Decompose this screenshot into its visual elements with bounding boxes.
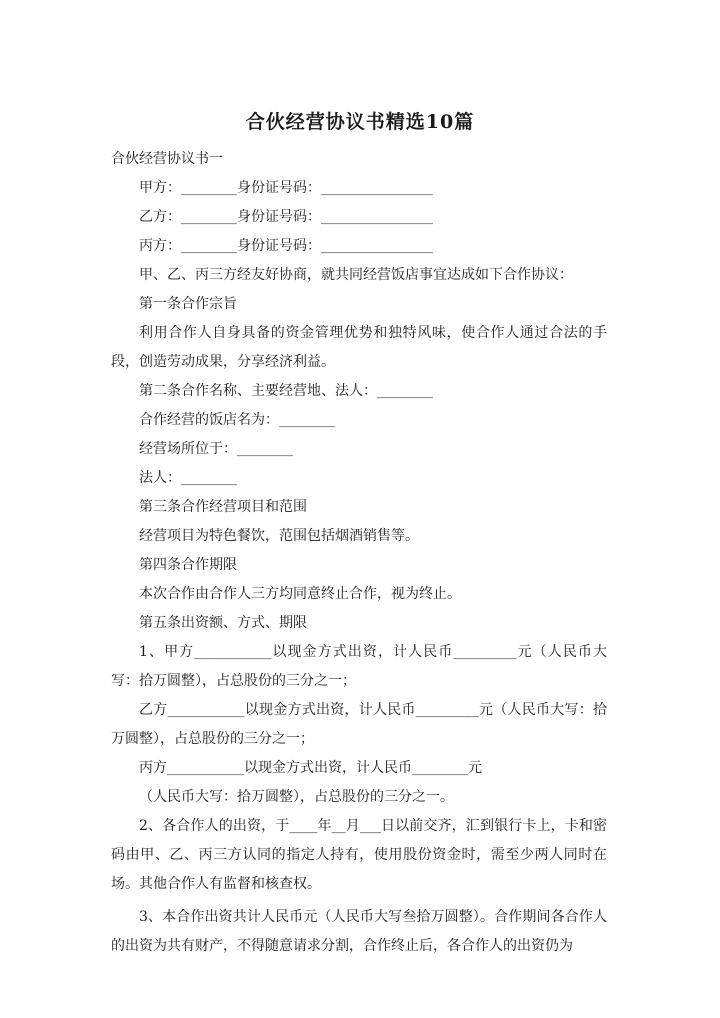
document-title: 合伙经营协议书精选10篇 xyxy=(245,111,475,133)
article5-item1: 1、甲方___________以现金方式出资，计人民币_________元（人民币大写：拾万圆整），占总股份的三分之一； xyxy=(111,644,607,689)
article5-item1-party-c: 丙方___________以现金方式出资，计人民币________元 xyxy=(139,760,482,776)
article2-title: 第二条合作名称、主要经营地、法人：________ xyxy=(139,383,433,399)
article4-title: 第四条合作期限 xyxy=(139,557,237,573)
article3-body: 经营项目为特色餐饮，范围包括烟酒销售等。 xyxy=(139,528,419,544)
article1-title: 第一条合作宗旨 xyxy=(139,296,237,312)
preamble: 甲、乙、丙三方经友好协商，就共同经营饭店事宜达成如下合作协议： xyxy=(139,267,573,283)
party-b-line: 乙方：________身份证号码：________________ xyxy=(139,209,433,225)
party-c-line: 丙方：________身份证号码：________________ xyxy=(139,238,433,254)
article2-location: 经营场所位于：________ xyxy=(139,441,293,457)
article2-legal: 法人：________ xyxy=(139,470,237,486)
article5-item2: 2、各合作人的出资，于____年__月___日以前交齐，汇到银行卡上，卡和密码由甲、乙、丙三方认同的指定人持有，使用股份资金时，需至少两人同时在场。其他合作人有监督和核查权。 xyxy=(111,818,607,892)
article5-item1-party-b: 乙方___________以现金方式出资，计人民币_________元（人民币大写：拾万圆整），占总股份的三分之一； xyxy=(111,702,607,747)
article5-item3: 3、本合作出资共计人民币元（人民币大写叁拾万圆整）。合作期间各合作人的出资为共有财产，不得随意请求分割，合作终止后，各合作人的出资仍为 xyxy=(111,909,607,954)
article1-body: 利用合作人自身具备的资金管理优势和独特风味，使合作人通过合法的手段，创造劳动成果，分享经济利益。 xyxy=(111,325,607,370)
party-a-line: 甲方：________身份证号码：________________ xyxy=(139,180,433,196)
article2-name: 合作经营的饭店名为：________ xyxy=(139,412,335,428)
article5-item1-party-c-cont: （人民币大写：拾万圆整），占总股份的三分之一。 xyxy=(139,789,454,805)
section-heading: 合伙经营协议书一 xyxy=(111,151,223,167)
document-body xyxy=(111,145,607,961)
article5-title: 第五条出资额、方式、期限 xyxy=(139,615,307,631)
article4-body: 本次合作由合作人三方均同意终止合作，视为终止。 xyxy=(139,586,461,602)
article3-title: 第三条合作经营项目和范围 xyxy=(139,499,307,515)
